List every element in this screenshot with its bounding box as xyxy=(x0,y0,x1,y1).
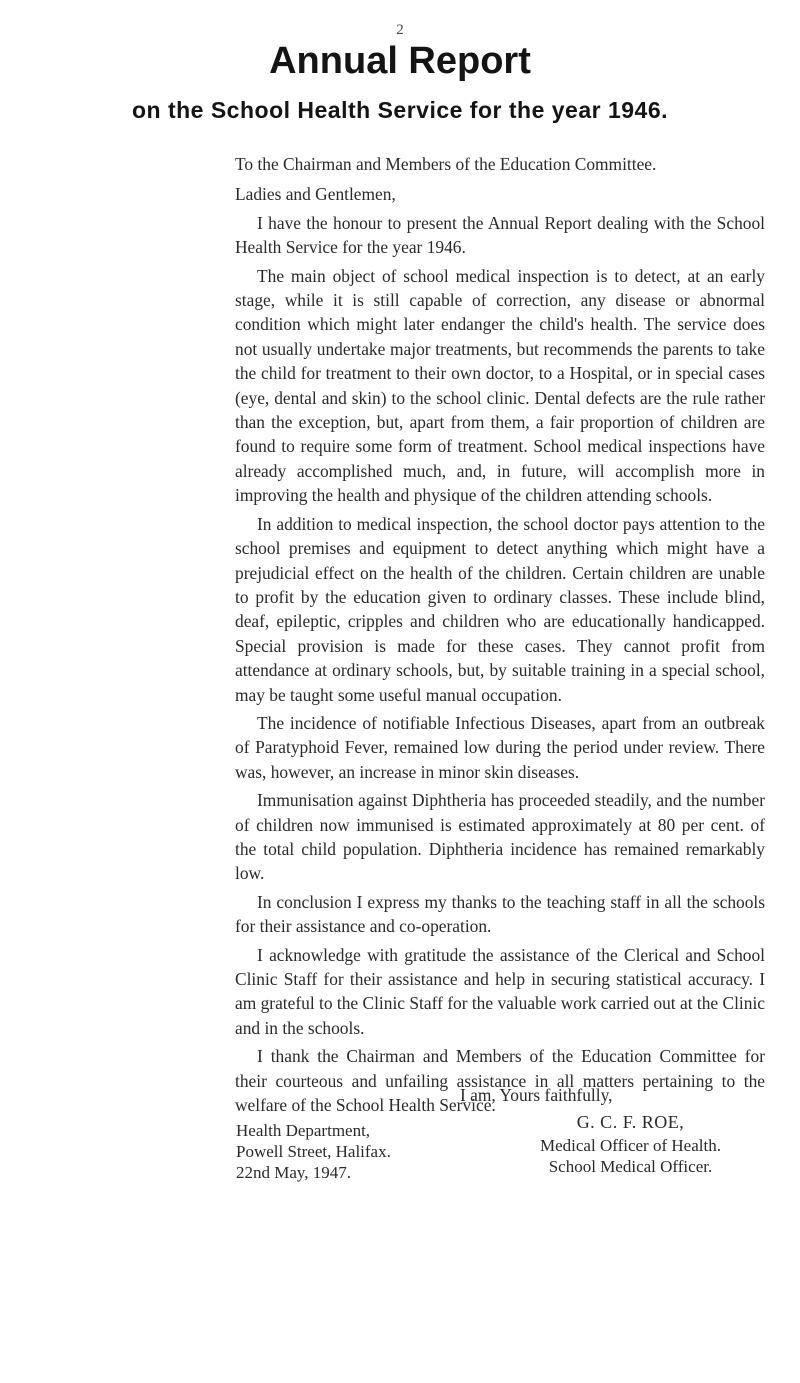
addressee-line: To the Chairman and Members of the Education Committee. xyxy=(235,154,657,174)
address-street: Powell Street, Halifax. xyxy=(236,1142,391,1161)
signature-block xyxy=(540,1112,721,1177)
paragraph-immunisation: Immunisation against Diphtheria has proceeded steadily, and the number of children now immunised is estimated approximately at 80 per cent. of the total child population. Diphtheria incidence has remained remarkably low. xyxy=(235,790,765,884)
salutation: Ladies and Gentlemen, xyxy=(235,184,396,205)
closing-line: I am, Yours faithfully, xyxy=(460,1085,613,1105)
report-title: Annual Report xyxy=(269,40,531,82)
sender-address xyxy=(236,1120,391,1183)
page-number: 2 xyxy=(396,22,404,38)
address-department: Health Department, xyxy=(236,1121,371,1140)
paragraph-thanks-committee: I thank the Chairman and Members of the Education Committee for their courteous and unfailing assistance in all matters pertaining to the welfare of the School Health Service. xyxy=(235,1046,765,1116)
signatory-title-smo: School Medical Officer. xyxy=(548,1157,713,1176)
report-subtitle: on the School Health Service for the year 1946. xyxy=(131,97,669,123)
signatory-name: G. C. F. ROE, xyxy=(576,1112,685,1132)
paragraph-introduction: I have the honour to present the Annual Report dealing with the School Health Service for the year 1946. xyxy=(235,212,765,258)
letter-body xyxy=(235,152,765,1121)
paragraph-thanks-staff: I acknowledge with gratitude the assistance of the Clerical and School Clinic Staff for their assistance and help in securing statistical accuracy. I am grateful to the Clinic Staff for the valuable work carried out at the Clinic and in the schools. xyxy=(235,944,765,1038)
signatory-title-moh: Medical Officer of Health. xyxy=(540,1136,721,1155)
paragraph-special-schools: In addition to medical inspection, the school doctor pays attention to the school premises and equipment to detect anything which might have a prejudicial effect on the health of the children. Certain children are unable to profit by the education given to ordinary classes. These include blind, deaf, epileptic, cripples and children who are educationally handicapped. Special provision is made for these cases. They cannot profit from attendance at ordinary schools, but, by suitable training in a special school, may be taught some useful manual occupation. xyxy=(235,513,765,705)
paragraph-infectious-diseases: The incidence of notifiable Infectious Diseases, apart from an outbreak of Paratyphoid Fever, remained low during the period under review. There was, however, an increase in minor skin diseases. xyxy=(235,712,765,782)
paragraph-thanks-teachers: In conclusion I express my thanks to the teaching staff in all the schools for their assistance and co-operation. xyxy=(235,891,765,937)
paragraph-medical-inspection: The main object of school medical inspection is to detect, at an early stage, while it is still capable of correction, any disease or abnormal condition which might later endanger the child's health. The service does not usually undertake major treatments, but recommends the parents to take the child for treatment to their own doctor, to a Hospital, or in special cases (eye, dental and skin) to the school clinic. Dental defects are the rule rather than the exception, but, apart from them, a fair proportion of children are found to require some form of treatment. School medical inspections have already accomplished much, and, in future, will accomplish more in improving the health and physique of the children attending schools. xyxy=(235,265,765,506)
address-date: 22nd May, 1947. xyxy=(236,1163,352,1182)
